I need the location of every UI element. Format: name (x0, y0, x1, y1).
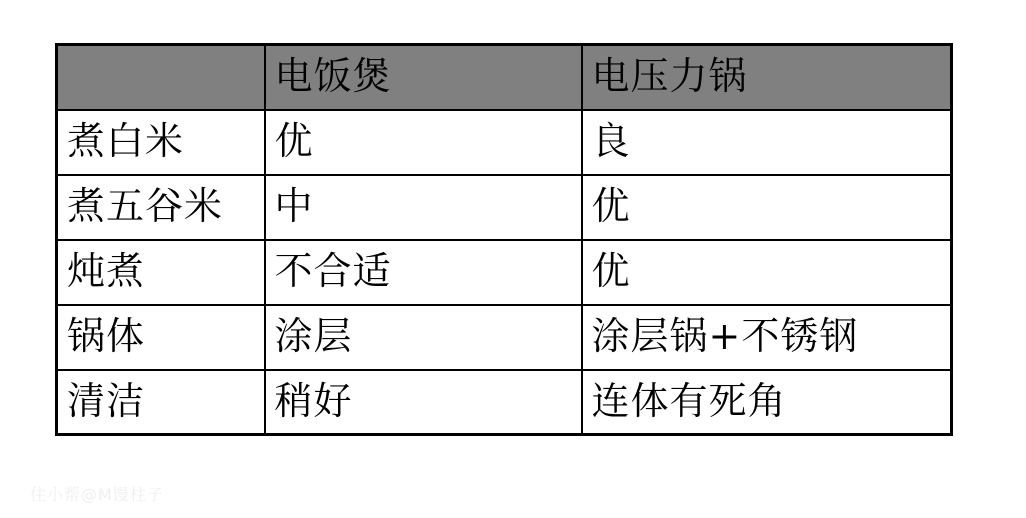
rice-cooker-value: 优 (265, 110, 582, 175)
table-header-row (57, 45, 952, 110)
table-row (57, 370, 952, 435)
rice-cooker-value: 中 (265, 175, 582, 240)
pressure-cooker-value: 良 (582, 110, 952, 175)
row-label: 煮五谷米 (57, 175, 265, 240)
pressure-cooker-value: 涂层锅+不锈钢 (582, 305, 952, 370)
pressure-cooker-value: 连体有死角 (582, 370, 952, 435)
rice-cooker-value: 涂层 (265, 305, 582, 370)
header-cell-empty (57, 45, 265, 110)
row-label: 炖煮 (57, 240, 265, 305)
watermark-text: 住小帮@M馒柱子 (30, 485, 164, 504)
table-row (57, 175, 952, 240)
row-label: 清洁 (57, 370, 265, 435)
table-row (57, 305, 952, 370)
rice-cooker-value: 稍好 (265, 370, 582, 435)
comparison-table (55, 43, 953, 436)
row-label: 煮白米 (57, 110, 265, 175)
pressure-cooker-value: 优 (582, 175, 952, 240)
row-label: 锅体 (57, 305, 265, 370)
rice-cooker-value: 不合适 (265, 240, 582, 305)
header-cell-pressure-cooker: 电压力锅 (582, 45, 952, 110)
pressure-cooker-value: 优 (582, 240, 952, 305)
header-cell-rice-cooker: 电饭煲 (265, 45, 582, 110)
table-row (57, 110, 952, 175)
table-row (57, 240, 952, 305)
